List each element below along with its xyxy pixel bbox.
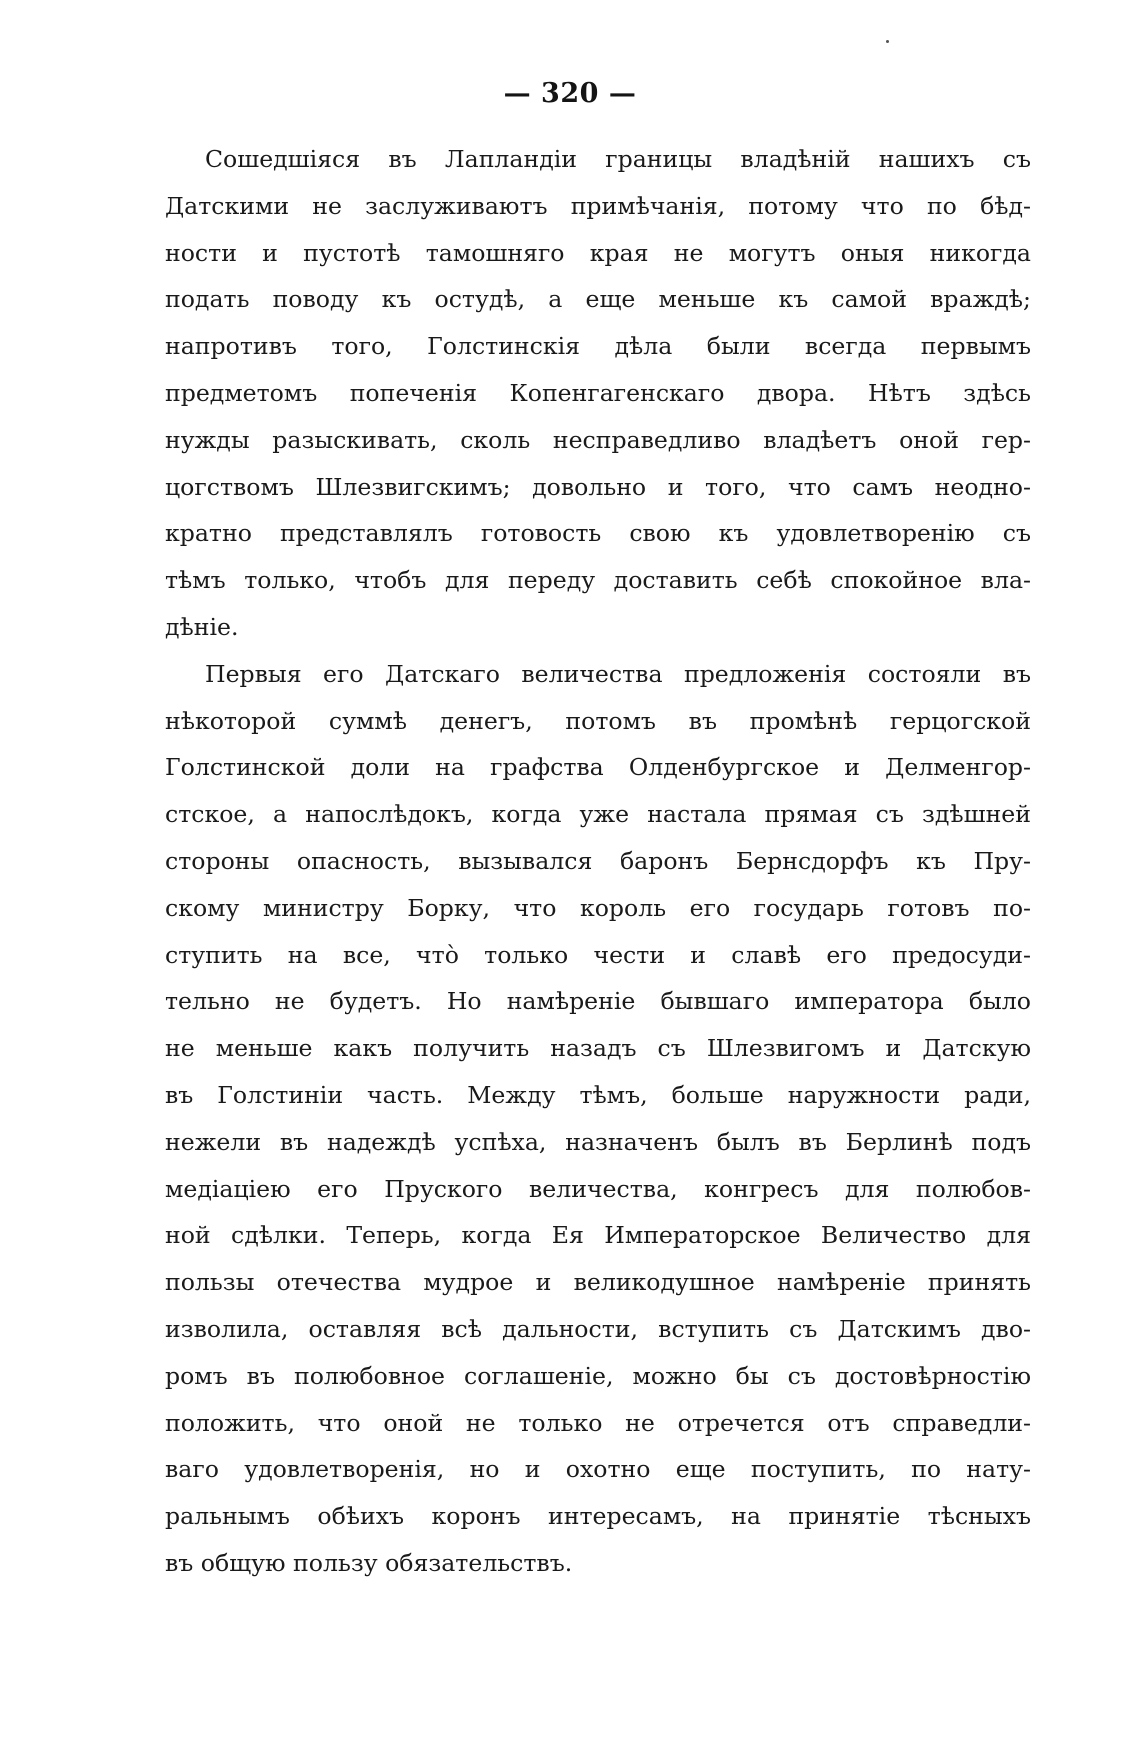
- text-line: тѣмъ только, чтобъ для переду доставить себѣ спокойное вла-: [165, 566, 1031, 595]
- text-line: нѣкоторой суммѣ денегъ, потомъ въ промѣнѣ герцогской: [165, 706, 1031, 735]
- text-line: изволила, оставляя всѣ дальности, вступить съ Датскимъ дво-: [165, 1314, 1031, 1343]
- text-line: ваго удовлетворенія, но и охотно еще поступить, по нату-: [165, 1455, 1031, 1484]
- text-line: нужды разыскивать, сколь несправедливо владѣетъ оной гер-: [165, 425, 1031, 454]
- text-line: въ Голстиніи часть. Между тѣмъ, больше наружности ради,: [165, 1080, 1031, 1109]
- text-line: медіаціею его Пруского величества, конгресъ для полюбов-: [165, 1174, 1031, 1203]
- text-line: цогствомъ Шлезвигскимъ; довольно и того, что самъ неодно-: [165, 472, 1031, 501]
- text-line: Датскими не заслуживаютъ примѣчанія, потому что по бѣд-: [165, 191, 1031, 220]
- text-line: въ общую пользу обязательствъ.: [165, 1548, 573, 1577]
- text-line: положить, что оной не только не отречется отъ справедли-: [165, 1408, 1031, 1437]
- text-line: ной сдѣлки. Теперь, когда Ея Императорское Величество для: [165, 1221, 1031, 1250]
- text-line: пользы отечества мудрое и великодушное намѣреніе принять: [165, 1268, 1031, 1297]
- text-line: ромъ въ полюбовное соглашеніе, можно бы съ достовѣрностію: [165, 1361, 1031, 1390]
- text-line: не меньше какъ получить назадъ съ Шлезвигомъ и Датскую: [165, 1034, 1031, 1063]
- paragraph-2: [165, 651, 1031, 1587]
- text-line: нежели въ надеждѣ успѣха, назначенъ былъ въ Берлинѣ подъ: [165, 1127, 1031, 1156]
- text-line: ральнымъ обѣихъ коронъ интересамъ, на принятіе тѣсныхъ: [165, 1502, 1031, 1531]
- text-line: напротивъ того, Голстинскія дѣла были всегда первымъ: [165, 332, 1031, 361]
- text-line: скому министру Борку, что король его государь готовъ по-: [165, 893, 1031, 922]
- text-line: Первыя его Датскаго величества предложенія состояли въ: [205, 659, 1031, 688]
- text-line: тельно не будетъ. Но намѣреніе бывшаго императора было: [165, 987, 1031, 1016]
- text-line: кратно представлялъ готовость свою къ удовлетворенію съ: [165, 519, 1031, 548]
- text-line: предметомъ попеченія Копенгагенскаго двора. Нѣтъ здѣсь: [165, 378, 1031, 407]
- text-line: ности и пустотѣ тамошняго края не могутъ оныя никогда: [165, 238, 1031, 267]
- text-line: Сошедшіяся въ Лапландіи границы владѣній нашихъ съ: [205, 145, 1031, 173]
- body-text: [165, 136, 1031, 1587]
- scan-speck: [886, 40, 889, 43]
- text-line: ступить на все, что̀ только чести и славѣ его предосуди-: [165, 940, 1031, 969]
- text-line: подать поводу къ остудѣ, а еще меньше къ самой враждѣ;: [165, 285, 1031, 314]
- text-line: дѣніе.: [165, 612, 239, 641]
- text-line: стороны опасность, вызывался баронъ Бернсдорфъ къ Пру-: [165, 846, 1031, 875]
- text-line: стское, а напослѣдокъ, когда уже настала прямая съ здѣшней: [165, 800, 1031, 829]
- paragraph-1: [165, 136, 1031, 651]
- text-line: Голстинской доли на графства Олденбургское и Делменгор-: [165, 753, 1031, 782]
- page-number: — 320 —: [503, 78, 637, 109]
